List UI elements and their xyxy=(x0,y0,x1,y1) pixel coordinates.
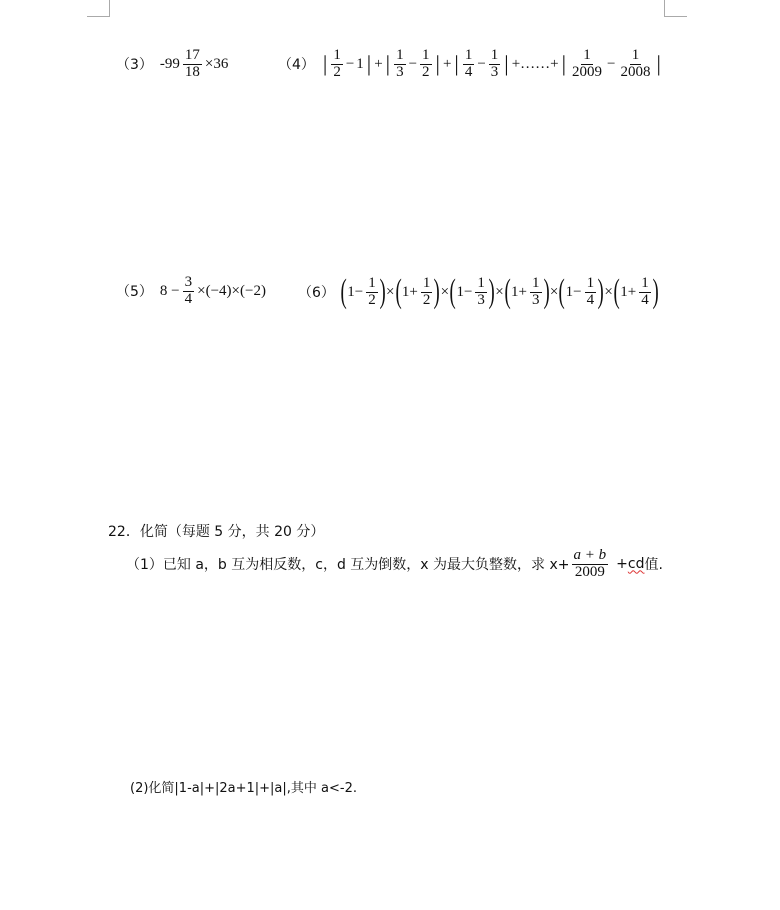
fraction-denominator: 2009 xyxy=(572,63,603,80)
fraction-numerator: 1 xyxy=(586,274,595,291)
question-1-prefix: （1）已知 a，b 互为相反数，c，d 互为倒数，x 为最大负整数，求 x+ xyxy=(126,557,570,574)
fraction-half xyxy=(421,276,433,309)
problem-3 xyxy=(116,48,229,81)
fraction-numerator: 3 xyxy=(184,274,193,290)
one-plus: 1+ xyxy=(401,283,418,300)
left-paren: ( xyxy=(340,273,347,310)
question-1-plus: + xyxy=(616,556,628,573)
problem-4-label: （4） xyxy=(278,57,315,74)
fraction-denominator: 4 xyxy=(184,290,193,307)
times-sign: × xyxy=(604,283,613,300)
fraction-denominator: 2009 xyxy=(574,563,605,580)
abs-bar: | xyxy=(561,51,567,77)
plus-sign: + xyxy=(442,55,452,72)
problem-3-lead: -99 xyxy=(159,55,180,72)
fraction-third xyxy=(475,276,487,309)
times-sign: × xyxy=(386,283,395,300)
fraction-denominator: 18 xyxy=(184,63,200,80)
times-sign: × xyxy=(440,283,450,300)
fraction-quarter xyxy=(463,48,475,81)
question-1-fraction xyxy=(572,548,609,581)
fraction-numerator: 1 xyxy=(641,274,649,291)
minus-sign: − xyxy=(607,55,616,72)
right-paren: ) xyxy=(433,273,441,310)
problem-5-lead: 8 − xyxy=(159,282,180,299)
left-paren: ( xyxy=(558,273,566,310)
fraction-denominator: 2 xyxy=(422,63,430,80)
one-minus: 1− xyxy=(347,283,364,300)
one-minus: 1− xyxy=(456,283,473,300)
fraction-denominator: 2 xyxy=(333,63,341,80)
abs-bar: | xyxy=(504,51,509,77)
left-paren: ( xyxy=(613,273,620,310)
abs-bar: | xyxy=(385,51,391,77)
right-paren: ) xyxy=(652,273,659,310)
fraction-numerator: 1 xyxy=(333,47,341,63)
problem-3-tail: ×36 xyxy=(204,55,229,72)
abs-bar: | xyxy=(366,51,372,77)
problem-3-fraction xyxy=(183,48,202,81)
fraction-numerator: 1 xyxy=(490,47,499,63)
fraction-numerator: 1 xyxy=(368,274,376,291)
ellipsis: +……+ xyxy=(511,55,559,72)
problem-6-label: （6） xyxy=(298,285,335,301)
fraction-numerator: a + b xyxy=(573,547,607,563)
abs-bar: | xyxy=(435,51,440,77)
fraction-numerator: 1 xyxy=(477,274,485,291)
one-plus: 1+ xyxy=(620,283,637,300)
one-minus: 1− xyxy=(565,283,582,300)
fraction-third xyxy=(530,276,542,309)
minus-sign: − xyxy=(408,55,418,72)
fraction-numerator: 1 xyxy=(631,47,640,63)
fraction-numerator: 1 xyxy=(532,274,540,291)
fraction-denominator: 4 xyxy=(586,291,595,308)
right-paren: ) xyxy=(488,273,495,310)
fraction-denominator: 4 xyxy=(641,291,649,308)
problem-5-fraction xyxy=(183,275,195,308)
fraction-1-2008 xyxy=(619,48,653,81)
fraction-quarter xyxy=(639,276,651,309)
fraction-denominator: 4 xyxy=(464,63,473,80)
crop-mark-top-right xyxy=(664,0,687,17)
fraction-denominator: 2 xyxy=(422,291,431,308)
fraction-numerator: 1 xyxy=(422,274,431,291)
section-heading-text: 22．化简（每题 5 分，共 20 分） xyxy=(108,524,325,540)
fraction-1-2009 xyxy=(570,48,604,81)
times-sign: × xyxy=(549,283,559,300)
question-2-text: (2)化简|1-a|+|2a+1|+|a|,其中 a<-2. xyxy=(130,781,357,796)
fraction-half xyxy=(366,276,378,309)
fraction-numerator: 1 xyxy=(396,47,404,63)
left-paren: ( xyxy=(504,273,511,310)
fraction-numerator: 1 xyxy=(583,47,591,63)
fraction-half xyxy=(420,48,432,81)
fraction-half xyxy=(331,48,343,81)
times-sign: × xyxy=(495,283,504,300)
problem-5-tail: ×(−4)×(−2) xyxy=(197,282,266,299)
fraction-denominator: 3 xyxy=(490,63,499,80)
problem-6 xyxy=(298,275,658,309)
abs-bar: | xyxy=(454,51,459,77)
plus-sign: + xyxy=(374,55,383,72)
minus-sign: − xyxy=(345,55,355,72)
fraction-third xyxy=(489,48,501,81)
crop-mark-top-left xyxy=(87,0,110,17)
problem-5 xyxy=(116,275,267,308)
left-paren: ( xyxy=(395,273,402,310)
section-22-question-1 xyxy=(126,548,663,581)
question-1-end: 值. xyxy=(644,557,663,574)
term-one: 1 xyxy=(356,55,364,72)
fraction-quarter xyxy=(585,276,597,309)
fraction-numerator: 1 xyxy=(422,47,430,63)
question-1-cd: cd xyxy=(627,556,645,573)
one-plus: 1+ xyxy=(511,283,527,300)
right-paren: ) xyxy=(379,273,386,310)
right-paren: ) xyxy=(597,273,604,310)
fraction-denominator: 3 xyxy=(396,63,404,80)
abs-bar: | xyxy=(322,51,328,77)
section-22-question-2 xyxy=(130,777,357,796)
fraction-denominator: 2 xyxy=(368,291,376,308)
section-22-heading xyxy=(108,521,324,541)
problem-4 xyxy=(278,48,663,81)
fraction-numerator: 1 xyxy=(464,47,473,63)
left-paren: ( xyxy=(449,273,456,310)
fraction-denominator: 3 xyxy=(477,291,485,308)
fraction-denominator: 3 xyxy=(532,291,540,308)
minus-sign: − xyxy=(477,55,486,72)
fraction-third xyxy=(394,48,406,81)
problem-3-label: （3） xyxy=(116,57,153,74)
abs-bar: | xyxy=(656,51,661,77)
right-paren: ) xyxy=(543,273,550,310)
fraction-numerator: 17 xyxy=(184,47,200,63)
problem-5-label: （5） xyxy=(116,284,153,301)
fraction-denominator: 2008 xyxy=(620,63,651,80)
